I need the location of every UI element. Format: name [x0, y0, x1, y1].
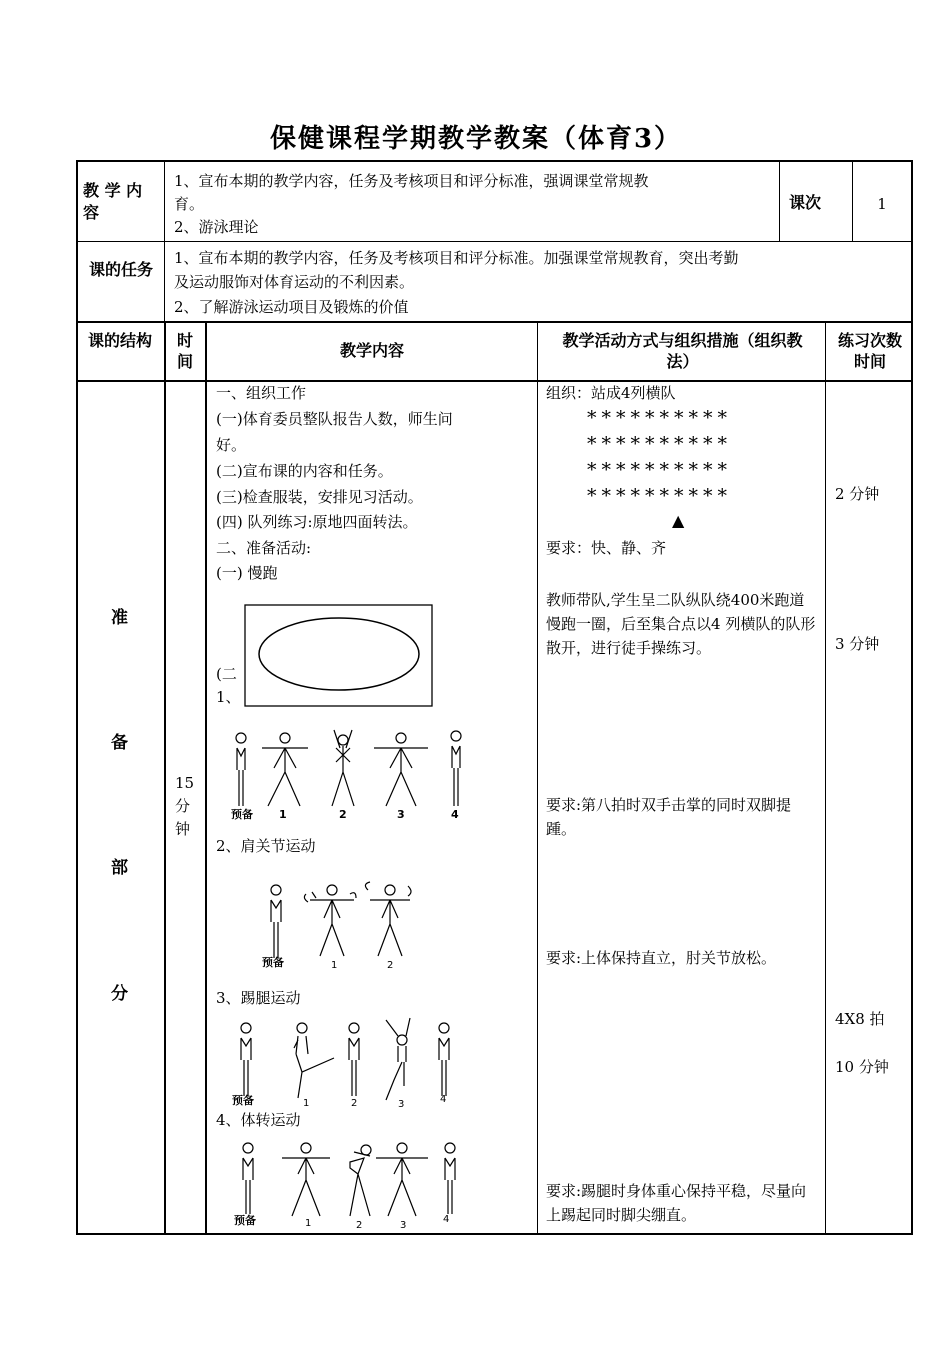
- formation-row: **********: [587, 485, 732, 507]
- requirement-3: 要求:上体保持直立，肘关节放松。: [546, 949, 777, 967]
- formation-row: **********: [587, 407, 732, 429]
- lesson-task-line-3: 2、了解游泳运动项目及锻炼的价值: [174, 298, 409, 316]
- teacher-position-marker: ▲: [672, 511, 685, 530]
- requirement-4: 要求:踢腿时身体重心保持平稳，尽量向上踢起同时脚尖绷直。: [546, 1182, 807, 1224]
- content-line: (四) 队列练习:原地四面转法。: [216, 513, 418, 531]
- content-line: (三)检查服装，安排见习活动。: [216, 488, 423, 506]
- requirement-2: 要求:第八拍时双手击掌的同时双脚提踵。: [546, 796, 792, 838]
- organization-text: 组织：站成4列横队: [546, 384, 676, 402]
- content-line: 一、组织工作: [216, 384, 307, 402]
- exercise-twist: 4、体转运动: [216, 1111, 301, 1129]
- figure-sequence-4: [230, 1138, 466, 1230]
- exercise-shoulder: 2、肩关节运动: [216, 837, 316, 855]
- figure-4-label: 2: [356, 1220, 363, 1231]
- formation-row: **********: [587, 459, 732, 481]
- content-line: 二、准备活动:: [216, 539, 312, 557]
- col-method-header: 教学活动方式与组织措施（组织教法）: [562, 331, 803, 371]
- practice-time-2: 3 分钟: [835, 635, 880, 653]
- structure-char-3: 部: [111, 858, 128, 878]
- figure-3-label: 3: [398, 1099, 405, 1110]
- content-line: 好。: [216, 436, 247, 454]
- figure-2-label: 1: [331, 960, 338, 971]
- content-line: (一) 慢跑: [216, 564, 278, 582]
- practice-time-1: 2 分钟: [835, 485, 880, 503]
- formation-row: **********: [587, 433, 732, 455]
- figure-1-label: 1: [279, 808, 287, 821]
- figure-1-label: 4: [451, 808, 459, 821]
- practice-count: 4X8 拍: [835, 1010, 885, 1028]
- lesson-task-label: 课的任务: [88, 260, 153, 279]
- lesson-task-line-2: 及运动服饰对体育运动的不利因素。: [174, 273, 415, 291]
- figure-3-label: 1: [303, 1098, 310, 1109]
- lesson-number: 1: [877, 195, 887, 213]
- page-title: 保健课程学期教学教案（体育3）: [269, 124, 683, 154]
- content-line: (一)体育委员整队报告人数，师生问: [216, 410, 453, 428]
- figure-3-label: 2: [351, 1098, 358, 1109]
- teaching-content-line-1: 1、宣布本期的教学内容，任务及考核项目和评分标准，强调课堂常规教: [174, 172, 649, 190]
- figure-2-label: 2: [387, 960, 394, 971]
- partial-label-2: (二: [216, 665, 237, 683]
- figure-sequence-1: [222, 726, 472, 822]
- col-time-header: 时间: [176, 331, 193, 371]
- figure-sequence-2: [258, 880, 428, 972]
- figure-sequence-3: [226, 1018, 462, 1110]
- teaching-content-line-2: 育。: [174, 195, 205, 213]
- structure-char-2: 备: [111, 733, 128, 753]
- figure-4-label: 4: [443, 1214, 450, 1225]
- col-structure-header: 课的结构: [87, 331, 152, 350]
- jog-instructions: 教师带队,学生呈二队纵队绕400米跑道慢跑一圈，后至集合点以4 列横队的队形散开，进行徒手操练习。: [546, 591, 816, 657]
- lesson-number-label: 课次: [789, 193, 822, 212]
- teaching-content-label: 教 学 内 容: [83, 181, 143, 222]
- content-line: (二)宣布课的内容和任务。: [216, 462, 393, 480]
- structure-char-1: 准: [111, 608, 128, 628]
- lesson-task-line-1: 1、宣布本期的教学内容，任务及考核项目和评分标准。加强课堂常规教育，突出考勤: [174, 249, 739, 267]
- col-practice-header: 练习次数时间: [837, 331, 902, 371]
- structure-char-4: 分: [111, 984, 128, 1004]
- requirement-1: 要求：快、静、齐: [546, 539, 667, 557]
- figure-4-label: 预备: [234, 1214, 256, 1227]
- figure-2-label: 预备: [262, 956, 284, 969]
- teaching-content-line-3: 2、游泳理论: [174, 218, 259, 236]
- figure-3-label: 4: [440, 1094, 447, 1105]
- partial-label-1: 1、: [216, 688, 241, 706]
- section-time: 15分钟: [175, 774, 195, 838]
- figure-1-label: 3: [397, 808, 405, 821]
- col-content-header: 教学内容: [339, 341, 404, 360]
- figure-4-label: 3: [400, 1220, 407, 1231]
- figure-1-label: 预备: [231, 808, 253, 821]
- running-track-diagram: [244, 604, 434, 708]
- figure-1-label: 2: [339, 808, 347, 821]
- figure-3-label: 预备: [232, 1094, 254, 1107]
- practice-time-3: 10 分钟: [835, 1058, 889, 1076]
- exercise-kick: 3、踢腿运动: [216, 989, 301, 1007]
- figure-4-label: 1: [305, 1218, 312, 1229]
